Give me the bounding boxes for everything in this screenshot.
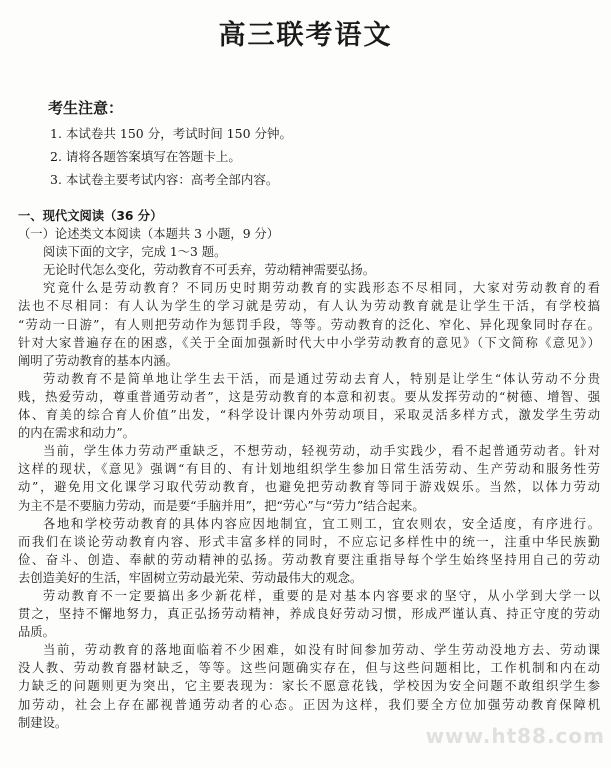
text-line: 制建设。 xyxy=(18,715,68,730)
paragraph-2 xyxy=(18,370,600,442)
sub-heading: （一）论述类文本阅读（本题共 3 小题，9 分） xyxy=(18,227,280,242)
lead-line: 无论时代怎么变化，劳动教育不可丢弃，劳动精神需要弘扬。 xyxy=(43,263,376,278)
section-heading: 一、现代文阅读（36 分） xyxy=(18,209,163,223)
reading-section xyxy=(18,207,600,732)
text-line: 的内在需求和动力”。 xyxy=(18,426,135,441)
text-line: 贱，热爱劳动，尊重普通劳动者”，这是劳动教育的本意和初衷。要从发挥劳动的“树德、增智、强 xyxy=(18,389,600,404)
text-line: 加劳动，社会上存在鄙视普通劳动者的心态。正因为这样，我们要全方位加强劳动教育保障机 xyxy=(18,697,600,712)
paragraph-3 xyxy=(18,442,600,514)
notice-item-3: 3. 本试卷主要考试内容：高考全部内容。 xyxy=(50,172,279,187)
page-title: 高三联考语文 xyxy=(218,20,393,51)
text-line: 去创造美好的生活，牢固树立劳动最光荣、劳动最伟大的观念。 xyxy=(18,570,363,585)
notice-item-2: 2. 请将各题答案填写在答题卡上。 xyxy=(50,149,241,164)
text-line: 为主不是不要脑力劳动，而是要“手脑并用”，把“劳心”与“劳力”结合起来。 xyxy=(18,498,425,513)
text-line: 各地和学校劳动教育的具体内容应因地制宜，宜工则工，宜农则农，安全适度，有序进行。 xyxy=(43,516,600,531)
text-line: “劳动一日游”，有人则把劳动作为惩罚手段，等等。劳动教育的泛化、窄化、异化现象同时存在。 xyxy=(18,317,600,332)
text-line: 力缺乏的问题则更为突出，它主要表现为：家长不愿意花钱，学校因为安全问题不敢组织学生参 xyxy=(18,679,600,694)
text-line: 贯之，坚持不懈地努力，真正弘扬劳动精神，养成良好劳动习惯，形成严谨认真、持正守度的劳动 xyxy=(18,607,600,622)
text-line: 当前，学生体力劳动严重缺乏，不想劳动，轻视劳动，动手实践少，看不起普通劳动者。针对 xyxy=(43,444,600,459)
text-line: 劳动教育不一定要搞出多少新花样，重要的是对基本内容要求的坚守，从小学到大学一以 xyxy=(43,588,600,603)
paragraph-5 xyxy=(18,587,600,641)
text-line: 当前，劳动教育的落地面临着不少困难，如没有时间参加劳动、学生劳动没地方去、劳动课 xyxy=(43,643,600,658)
text-line: 而我们在谈论劳动教育内容、形式丰富多样的同时，不应忘记多样性中的统一，注重中华民族勤 xyxy=(18,534,600,549)
text-line: 劳动教育不是简单地让学生去干活，而是通过劳动去育人，特别是让学生“体认劳动不分贵 xyxy=(43,371,600,386)
text-line: 动”，避免用文化课学习取代劳动教育，也避免把劳动教育等同于游戏娱乐。当然，以体力劳动 xyxy=(18,480,600,495)
text-line: 没人教、劳动教育器材缺乏，等等。这些问题确实存在，但与这些问题相比，工作机制和内在动 xyxy=(18,661,600,676)
candidate-notice xyxy=(48,98,568,191)
text-line: 针对大家普遍存在的困惑，《关于全面加强新时代大中小学劳动教育的意见》（下文简称《意见》） xyxy=(18,335,600,350)
text-line: 这样的现状，《意见》强调“有目的、有计划地组织学生参加日常生活劳动、生产劳动和服务性劳 xyxy=(18,462,600,477)
paragraph-6 xyxy=(18,641,600,731)
notice-heading: 考生注意： xyxy=(48,99,124,117)
site-watermark: www.ht88.com xyxy=(425,724,605,748)
text-line: 俭、奋斗、创造、奉献的劳动精神的弘扬。劳动教育要注重指导每个学生始终坚持用自己的劳动 xyxy=(18,552,600,567)
text-line: 法也不尽相同：有人认为学生的学习就是劳动，有人认为劳动教育就是让学生干活，有学校搞 xyxy=(18,299,600,314)
paragraph-1 xyxy=(18,279,600,369)
text-line: 阐明了劳动教育的基本内涵。 xyxy=(18,353,178,368)
text-line: 究竟什么是劳动教育？不同历史时期劳动教育的实践形态不尽相同，大家对劳动教育的看 xyxy=(43,281,600,296)
instruction-line: 阅读下面的文字，完成 1～3 题。 xyxy=(43,245,227,260)
notice-item-1: 1. 本试卷共 150 分，考试时间 150 分钟。 xyxy=(50,126,293,141)
text-line: 品质。 xyxy=(18,625,55,640)
text-line: 体、育美的综合育人价值”出发，“科学设计课内外劳动项目，采取灵活多样方式，激发学生劳动 xyxy=(18,408,600,423)
paragraph-4 xyxy=(18,515,600,587)
